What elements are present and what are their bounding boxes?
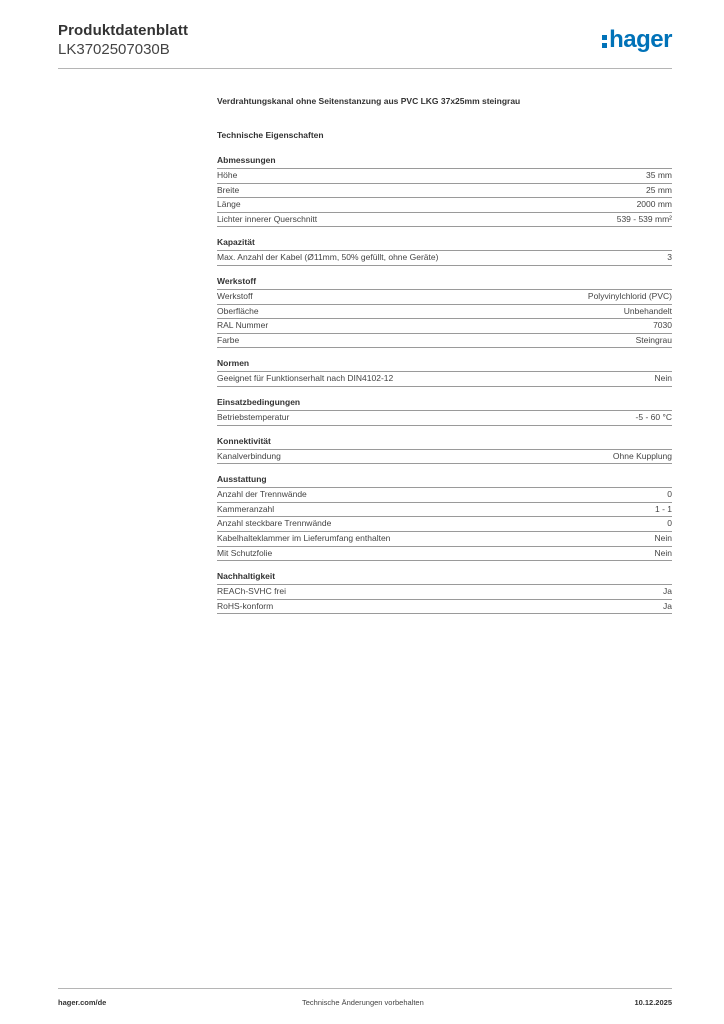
property-label: Kammeranzahl	[217, 503, 275, 514]
property-value: 7030	[653, 320, 672, 331]
group-title: Abmessungen	[217, 155, 672, 169]
property-label: Lichter innerer Querschnitt	[217, 213, 318, 224]
property-row	[217, 532, 672, 547]
property-row	[217, 450, 672, 465]
property-row	[217, 305, 672, 320]
property-label: RAL Nummer	[217, 320, 269, 331]
property-value: -5 - 60 °C	[635, 411, 672, 422]
property-row	[217, 585, 672, 600]
property-label: Länge	[217, 199, 241, 210]
property-value: Ja	[663, 600, 672, 611]
property-value: Nein	[654, 547, 672, 558]
property-label: RoHS-konform	[217, 600, 274, 611]
property-value: 25 mm	[646, 184, 672, 195]
group-title: Einsatzbedingungen	[217, 397, 672, 411]
logo-dots-icon	[602, 32, 607, 48]
property-label: Werkstoff	[217, 290, 253, 301]
group-title: Konnektivität	[217, 436, 672, 450]
property-label: Kanalverbindung	[217, 450, 281, 461]
property-group	[217, 276, 672, 348]
property-value: Polyvinylchlorid (PVC)	[587, 290, 672, 301]
header-divider	[58, 68, 672, 69]
group-title: Nachhaltigkeit	[217, 571, 672, 585]
product-title: Verdrahtungskanal ohne Seitenstanzung aus PVC LKG 37x25mm steingrau	[217, 96, 521, 106]
property-label: Anzahl der Trennwände	[217, 489, 307, 500]
group-title: Kapazität	[217, 237, 672, 251]
property-value: 0	[667, 518, 672, 529]
property-row	[217, 290, 672, 305]
logo-text: hager	[609, 26, 672, 53]
group-title: Normen	[217, 358, 672, 372]
property-row	[217, 503, 672, 518]
footer-divider	[58, 988, 672, 989]
property-row	[217, 251, 672, 266]
property-row	[217, 488, 672, 503]
property-row	[217, 372, 672, 387]
group-title: Werkstoff	[217, 276, 672, 290]
property-group	[217, 474, 672, 561]
property-label: Mit Schutzfolie	[217, 547, 273, 558]
footer-website-link[interactable]: hager.com/de	[58, 998, 107, 1007]
property-row	[217, 213, 672, 228]
property-groups	[217, 155, 672, 614]
property-group	[217, 571, 672, 614]
property-label: Anzahl steckbare Trennwände	[217, 518, 332, 529]
property-value: Unbehandelt	[623, 305, 672, 316]
product-number: LK3702507030B	[58, 41, 170, 58]
property-label: Farbe	[217, 334, 240, 345]
property-group	[217, 358, 672, 387]
property-label: Kabelhalteklammer im Lieferumfang enthalten	[217, 532, 391, 543]
property-label: Geeignet für Funktionserhalt nach DIN4102-12	[217, 373, 394, 384]
property-value: 0	[667, 489, 672, 500]
property-row	[217, 547, 672, 562]
datasheet-content	[217, 96, 672, 614]
property-value: Nein	[654, 532, 672, 543]
property-label: Höhe	[217, 170, 238, 180]
property-group	[217, 237, 672, 266]
property-group	[217, 436, 672, 465]
property-value: Ja	[663, 586, 672, 597]
property-value: 1 - 1	[654, 503, 672, 514]
property-label: Breite	[217, 184, 240, 195]
footer-disclaimer: Technische Änderungen vorbehalten	[302, 998, 424, 1007]
group-title: Ausstattung	[217, 474, 672, 488]
property-label: REACh-SVHC frei	[217, 586, 286, 597]
property-row	[217, 319, 672, 334]
property-value: 2000 mm	[636, 199, 672, 210]
property-value: Nein	[654, 373, 672, 384]
page-header	[58, 22, 672, 58]
property-label: Betriebstemperatur	[217, 411, 290, 422]
property-value: 539 - 539 mm²	[616, 213, 672, 224]
property-row	[217, 334, 672, 349]
hager-logo	[602, 26, 672, 54]
property-row	[217, 198, 672, 213]
property-label: Oberfläche	[217, 305, 259, 316]
property-group	[217, 155, 672, 227]
property-group	[217, 397, 672, 426]
property-value: 3	[667, 252, 672, 263]
property-row	[217, 600, 672, 615]
property-value: 35 mm	[646, 170, 672, 180]
property-label: Max. Anzahl der Kabel (Ø11mm, 50% gefüllt, ohne Geräte)	[217, 252, 439, 263]
property-row	[217, 184, 672, 199]
property-row	[217, 411, 672, 426]
section-title: Technische Eigenschaften	[217, 130, 324, 140]
property-value: Ohne Kupplung	[612, 450, 672, 461]
property-value: Steingrau	[635, 334, 672, 345]
property-row	[217, 169, 672, 184]
property-row	[217, 517, 672, 532]
footer-date: 10.12.2025	[634, 998, 672, 1007]
document-title: Produktdatenblatt	[58, 22, 189, 39]
